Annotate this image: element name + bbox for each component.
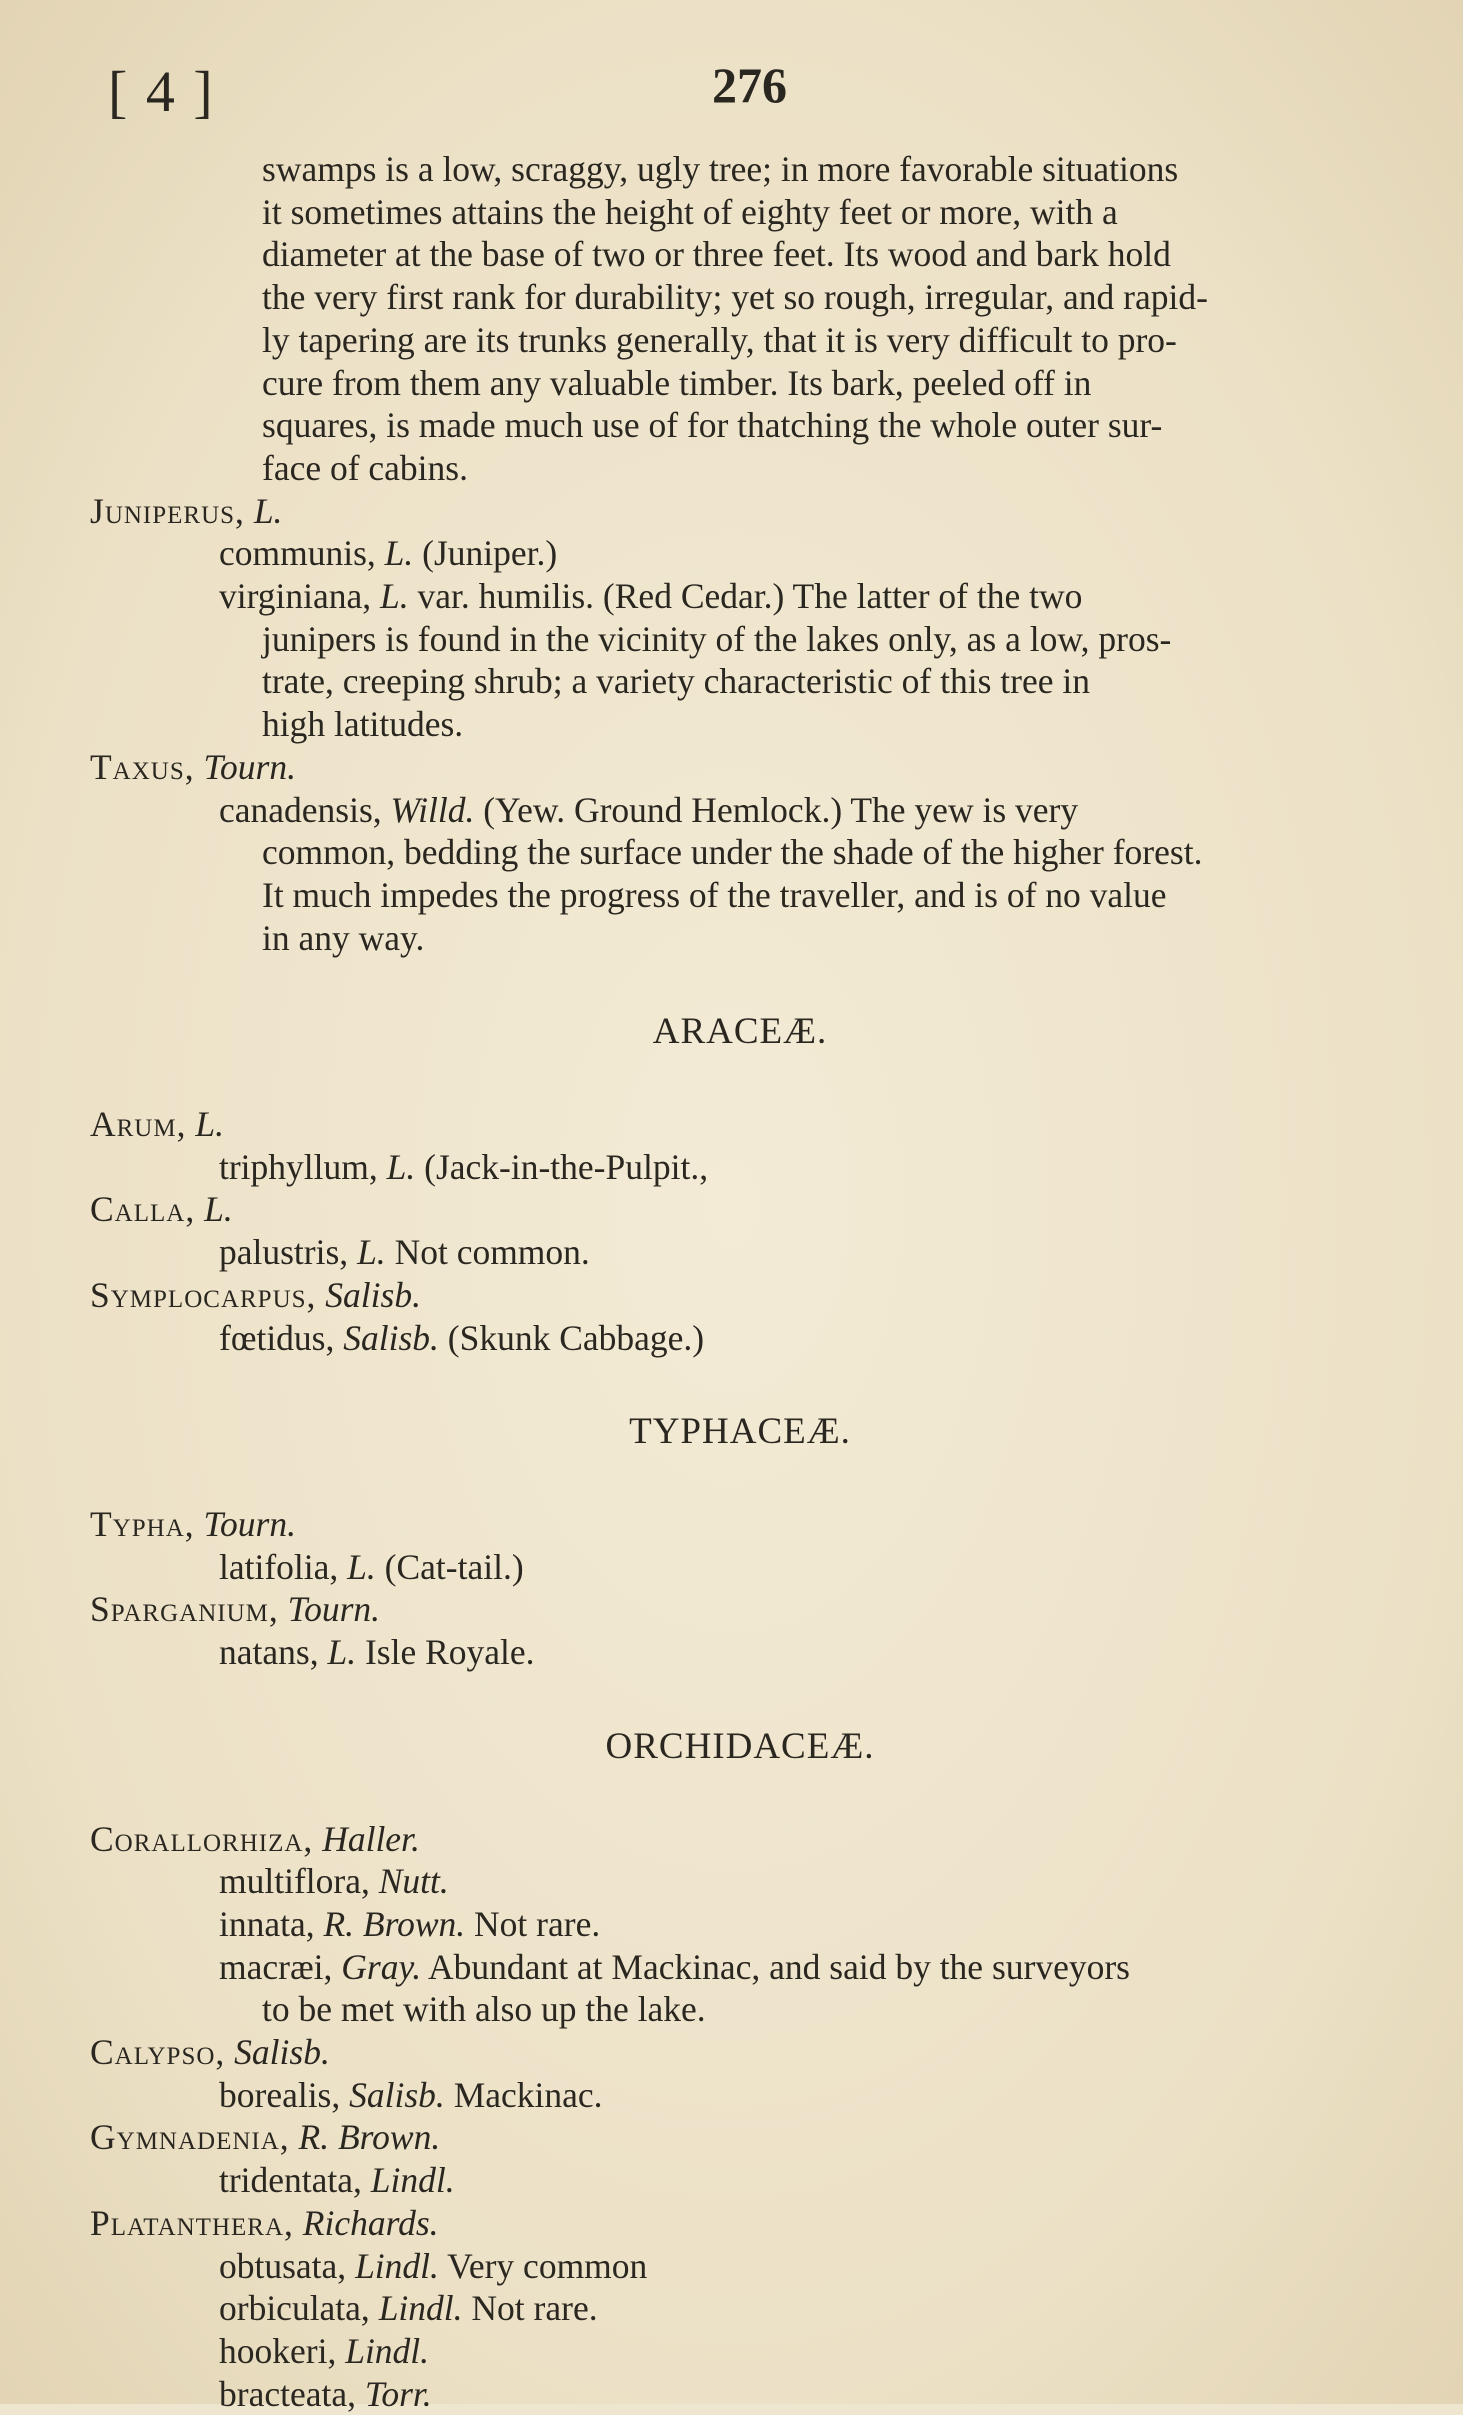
species-name: obtusata, (219, 2245, 347, 2286)
species-note: Abundant at Mackinac, and said by the surveyors (428, 1946, 1130, 1987)
species-entry (219, 1146, 1390, 1189)
text-line: trate, creeping shrub; a variety characteristic of this tree in (262, 661, 1090, 702)
genus-sparganium (90, 1588, 1390, 1631)
species-note: Not common. (394, 1232, 590, 1273)
species-name: macræi, (219, 1946, 333, 1987)
species-author: Lindl. (370, 2160, 455, 2201)
genus-calypso (90, 2031, 1390, 2074)
genus-name: Typha, (90, 1503, 195, 1544)
genus-calla (90, 1188, 1390, 1231)
species-entry (219, 2159, 1390, 2202)
text-line: common, bedding the surface under the shade of the higher forest. (262, 832, 1203, 873)
species-name: virginiana, (219, 576, 372, 617)
genus-author: Salisb. (325, 1274, 421, 1315)
species-continuation (262, 831, 1463, 959)
species-note: (Cat-tail.) (384, 1546, 524, 1587)
genus-corallorhiza (90, 1818, 1390, 1861)
species-author: L. (380, 576, 409, 617)
genus-author: Tourn. (203, 746, 296, 787)
species-entry (219, 1631, 1390, 1674)
species-entry (219, 1860, 1390, 1903)
genus-symplocarpus (90, 1274, 1390, 1317)
text-line: ly tapering are its trunks generally, that it is very difficult to pro- (262, 319, 1177, 360)
text-line: face of cabins. (262, 447, 468, 488)
species-name: palustris, (219, 1232, 349, 1273)
species-author: R. Brown. (323, 1903, 466, 1944)
genus-author: Tourn. (203, 1503, 296, 1544)
genus-name: Calla, (90, 1189, 196, 1230)
species-note: (Skunk Cabbage.) (447, 1317, 705, 1358)
text-line: It much impedes the progress of the traveller, and is of no value (262, 874, 1167, 915)
species-author: Gray. (341, 1946, 422, 1987)
species-author: Torr. (364, 2373, 432, 2414)
species-name: fœtidus, (219, 1317, 335, 1358)
species-author: Willd. (390, 789, 475, 830)
text-line: swamps is a low, scraggy, ugly tree; in more favorable situations (262, 149, 1179, 189)
genus-platanthera (90, 2202, 1390, 2245)
species-author: L. (384, 533, 414, 574)
species-name: tridentata, (219, 2160, 362, 2201)
species-continuation (262, 618, 1463, 746)
species-author: L. (357, 1232, 386, 1273)
text-line: junipers is found in the vicinity of the lakes only, as a low, pros- (262, 618, 1172, 659)
species-name: multiflora, (219, 1861, 370, 1902)
species-note: (Juniper.) (422, 533, 558, 574)
species-name: borealis, (219, 2074, 341, 2115)
genus-name: Arum, (90, 1104, 187, 1145)
species-entry (219, 1903, 1390, 1946)
genus-name: Corallorhiza, (90, 1818, 314, 1859)
page-body (90, 148, 1390, 2415)
family-heading-orchidaceae: ORCHIDACEÆ. (605, 1725, 875, 1767)
species-note: var. humilis. (Red Cedar.) The latter of the two (417, 576, 1083, 617)
intro-paragraph (262, 148, 1463, 490)
species-entry (219, 532, 1390, 575)
text-line: diameter at the base of two or three feet. Its wood and bark hold (262, 234, 1171, 275)
species-author: L. (327, 1632, 357, 1673)
family-heading-typhaceae: TYPHACEÆ. (629, 1411, 851, 1453)
text-line: squares, is made much use of for thatching the whole outer sur- (262, 405, 1163, 446)
species-author: Salisb. (349, 2074, 445, 2115)
page-number: 276 (712, 57, 787, 113)
species-name: communis, (219, 533, 376, 574)
species-entry (219, 2074, 1390, 2117)
species-name: latifolia, (219, 1546, 339, 1587)
species-entry (219, 789, 1390, 832)
species-entry (219, 1317, 1390, 1360)
genus-arum (90, 1103, 1390, 1146)
species-note: Very common (447, 2245, 648, 2286)
species-author: Salisb. (343, 1317, 439, 1358)
genus-name: Calypso, (90, 2032, 226, 2073)
genus-taxus (90, 746, 1390, 789)
species-entry (219, 2330, 1390, 2373)
species-entry (219, 2373, 1390, 2415)
genus-author: L. (195, 1104, 224, 1145)
species-author: Lindl. (345, 2330, 430, 2371)
species-name: orbiculata, (219, 2288, 370, 2329)
species-note: (Yew. Ground Hemlock.) The yew is very (483, 789, 1079, 830)
genus-juniperus (90, 490, 1390, 533)
genus-name: Juniperus, (90, 490, 245, 531)
species-continuation (262, 1988, 1463, 2031)
genus-author: L. (253, 490, 283, 531)
genus-gymnadenia (90, 2116, 1390, 2159)
bracket-label: [ 4 ] (108, 59, 215, 124)
genus-author: Salisb. (234, 2032, 330, 2073)
species-entry (219, 1231, 1390, 1274)
species-note: Mackinac. (453, 2074, 603, 2115)
species-author: L. (347, 1546, 376, 1587)
species-note: Isle Royale. (364, 1632, 535, 1673)
text-line: high latitudes. (262, 704, 464, 745)
species-note: (Jack-in-the-Pulpit., (424, 1146, 709, 1187)
genus-name: Sparganium, (90, 1589, 279, 1630)
species-name: bracteata, (219, 2373, 356, 2414)
text-line: it sometimes attains the height of eighty feet or more, with a (262, 191, 1118, 232)
species-author: L. (386, 1146, 416, 1187)
species-entry (219, 2245, 1390, 2288)
species-note: Not rare. (471, 2288, 598, 2329)
species-entry (219, 1946, 1390, 1989)
genus-name: Gymnadenia, (90, 2117, 290, 2158)
species-entry (219, 2287, 1390, 2330)
species-name: natans, (219, 1632, 319, 1673)
species-entry (219, 575, 1390, 618)
genus-typha (90, 1503, 1390, 1546)
genus-author: Haller. (322, 1818, 420, 1859)
species-name: hookeri, (219, 2330, 337, 2371)
species-note: Not rare. (474, 1903, 601, 1944)
text-line: in any way. (262, 917, 425, 958)
species-author: Nutt. (378, 1861, 449, 1902)
text-line: the very first rank for durability; yet so rough, irregular, and rapid- (262, 277, 1208, 318)
species-name: innata, (219, 1903, 315, 1944)
genus-author: R. Brown. (298, 2117, 441, 2158)
species-author: Lindl. (355, 2245, 439, 2286)
text-line: to be met with also up the lake. (262, 1989, 706, 2030)
genus-author: Tourn. (287, 1589, 381, 1630)
genus-name: Platanthera, (90, 2202, 294, 2243)
species-name: triphyllum, (219, 1146, 378, 1187)
genus-author: L. (204, 1189, 233, 1230)
family-heading-araceae: ARACEÆ. (652, 1011, 828, 1053)
species-name: canadensis, (219, 789, 382, 830)
genus-name: Taxus, (90, 746, 195, 787)
genus-name: Symplocarpus, (90, 1274, 317, 1315)
species-author: Lindl. (378, 2288, 463, 2329)
species-entry (219, 1546, 1390, 1589)
text-line: cure from them any valuable timber. Its bark, peeled off in (262, 362, 1092, 403)
genus-author: Richards. (302, 2202, 439, 2243)
